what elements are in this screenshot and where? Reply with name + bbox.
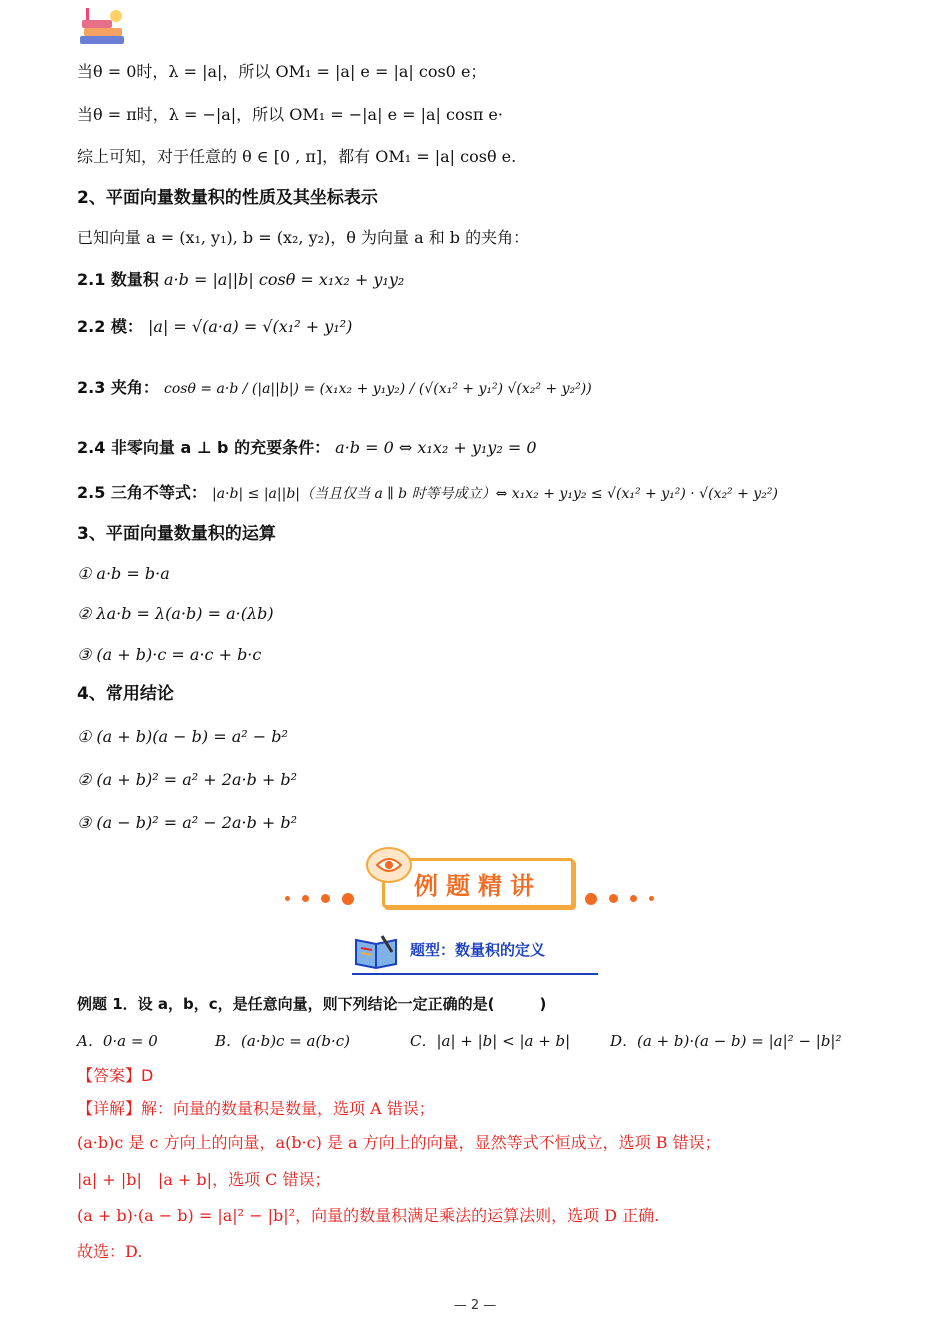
banner-dots-right bbox=[585, 888, 666, 907]
detail-line-5: 故选：D. bbox=[77, 1242, 143, 1261]
item-2-4-formula: a·b = 0 ⇔ x₁x₂ + y₁y₂ = 0 bbox=[335, 438, 537, 457]
section4-heading: 4、常用结论 bbox=[77, 684, 174, 704]
item-2-5-label: 2.5 三角不等式： bbox=[77, 483, 207, 502]
detail-line-1 bbox=[77, 1097, 890, 1121]
item-2-3-formula: cosθ = a·b / (|a||b|) = (x₁x₂ + y₁y₂) / (√(x₁² + y₁²) √(x₂² + y₂²)) bbox=[164, 381, 592, 397]
theta-pi-line: 当θ = π时，λ = −|a|，所以 OM₁ = −|a| e = |a| cosπ e· bbox=[77, 105, 503, 124]
section3-heading: 3、平面向量数量积的运算 bbox=[77, 524, 276, 544]
item-2-2-label: 2.2 模： bbox=[77, 317, 143, 336]
section2-heading: 2、平面向量数量积的性质及其坐标表示 bbox=[77, 188, 378, 208]
item-2-4 bbox=[77, 436, 890, 460]
example-question-text: 例题 1．设 a，b，c，是任意向量，则下列结论一定正确的是( ) bbox=[77, 995, 547, 1013]
answer-value: D bbox=[141, 1066, 154, 1085]
answer-line bbox=[77, 1064, 890, 1088]
summary-line: 综上可知，对于任意的 θ ∈ [0 , π]，都有 OM₁ = |a| cosθ e. bbox=[77, 147, 517, 166]
detail-line-4: (a + b)·(a − b) = |a|² − |b|²，向量的数量积满足乘法的运算法则，选项 D 正确. bbox=[77, 1206, 660, 1225]
books-stack-icon bbox=[78, 6, 128, 50]
page-number: — 2 — bbox=[453, 1298, 497, 1313]
section4-item-2: ② (a + b)² = a² + 2a·b + b² bbox=[77, 770, 298, 789]
example-question bbox=[77, 992, 890, 1016]
item-2-3 bbox=[77, 376, 890, 401]
open-book-icon bbox=[352, 930, 400, 970]
section3-item-3: ③ (a + b)·c = a·c + b·c bbox=[77, 645, 262, 664]
banner-dots-left bbox=[285, 888, 366, 907]
detail-line-3: |a| + |b| |a + b|，选项 C 错误； bbox=[77, 1170, 331, 1189]
item-2-1 bbox=[77, 268, 890, 292]
section2-intro: 已知向量 a = (x₁, y₁), b = (x₂, y₂)，θ 为向量 a 和 b 的夹角： bbox=[77, 228, 530, 247]
option-a: A．0·a = 0 bbox=[77, 1032, 158, 1050]
item-2-3-label: 2.3 夹角： bbox=[77, 378, 159, 397]
item-2-1-label: 2.1 数量积 bbox=[77, 270, 159, 289]
item-2-5-formula: |a·b| ≤ |a||b|（当且仅当 a ∥ b 时等号成立）⇔ x₁x₂ + y₁y₂ ≤ √(x₁² + y₁²) · √(x₂² + y₂²) bbox=[212, 486, 778, 502]
item-2-2 bbox=[77, 315, 890, 339]
option-c: C．|a| + |b| < |a + b| bbox=[410, 1032, 571, 1050]
topic-underline bbox=[352, 973, 598, 975]
theta-zero-line: 当θ = 0时，λ = |a|，所以 OM₁ = |a| e = |a| cos0 e； bbox=[77, 62, 487, 81]
section3-item-2: ② λa·b = λ(a·b) = a·(λb) bbox=[77, 604, 274, 623]
section4-item-3: ③ (a − b)² = a² − 2a·b + b² bbox=[77, 813, 298, 832]
eye-icon bbox=[366, 847, 412, 883]
topic-label: 题型：数量积的定义 bbox=[410, 941, 546, 959]
option-b: B．(a·b)c = a(b·c) bbox=[215, 1032, 350, 1050]
section3-item-1: ① a·b = b·a bbox=[77, 564, 170, 583]
detail-text-1: 解：向量的数量积是数量，选项 A 错误； bbox=[141, 1099, 435, 1118]
section4-item-1: ① (a + b)(a − b) = a² − b² bbox=[77, 727, 288, 746]
detail-tag: 【详解】 bbox=[77, 1099, 142, 1118]
answer-tag: 【答案】 bbox=[77, 1066, 142, 1085]
banner-title: 例题精讲 bbox=[414, 871, 542, 900]
item-2-5 bbox=[77, 481, 890, 506]
item-2-1-formula: a·b = |a||b| cosθ = x₁x₂ + y₁y₂ bbox=[164, 270, 405, 289]
item-2-4-label: 2.4 非零向量 a ⊥ b 的充要条件： bbox=[77, 438, 331, 457]
item-2-2-formula: |a| = √(a·a) = √(x₁² + y₁²) bbox=[148, 317, 353, 336]
detail-line-2: (a·b)c 是 c 方向上的向量，a(b·c) 是 a 方向上的向量，显然等式不恒成立，选项 B 错误； bbox=[77, 1133, 721, 1152]
option-d: D．(a + b)·(a − b) = |a|² − |b|² bbox=[610, 1032, 842, 1050]
